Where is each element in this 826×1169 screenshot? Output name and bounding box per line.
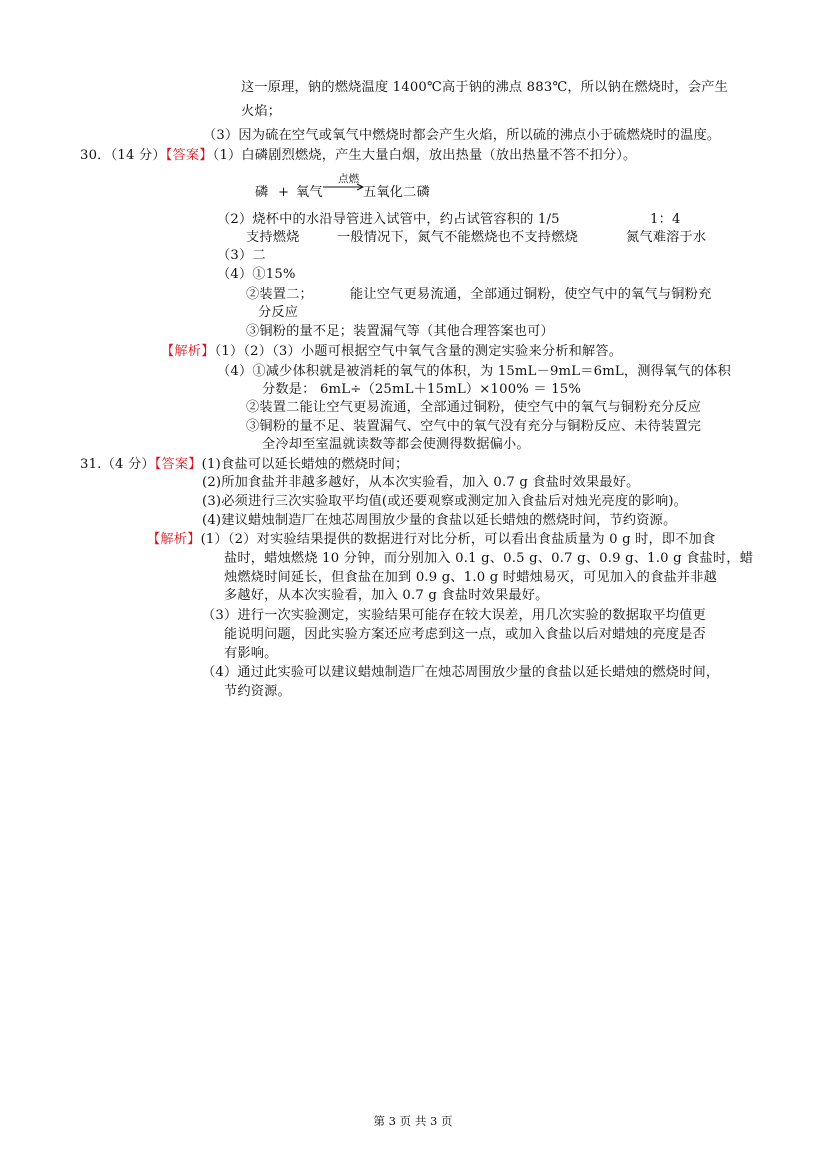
q30-header bbox=[80, 147, 636, 165]
q31-answer-tag: 【答案】 bbox=[154, 457, 202, 472]
q31-analysis-line: （4）通过此实验可以建议蜡烛制造厂在烛芯周围放少量的食盐以延长蜡烛的燃烧时间， bbox=[202, 665, 720, 680]
q31-answer-4: (4)建议蜡烛制造厂在烛芯周围放少量的食盐以延长蜡烛的燃烧时间，节约资源。 bbox=[202, 513, 677, 528]
q30-equation-arrow bbox=[323, 183, 365, 191]
q30-equation-reactant2: 氧气 bbox=[296, 185, 323, 200]
q30-equation-product: 五氧化二磷 bbox=[363, 185, 430, 200]
q30-answer-4-part: ②装置二； bbox=[246, 287, 313, 302]
q30-equation-condition: 点燃 bbox=[338, 173, 360, 185]
q31-analysis-line: 能说明问题，因此实验方案还应考虑到这一点，或加入食盐以后对蜡烛的亮度是否 bbox=[224, 627, 706, 642]
q29-text-line: 这一原理，钠的燃烧温度 1400℃高于钠的沸点 883℃，所以钠在燃烧时，会产生 bbox=[241, 80, 729, 95]
q30-answer-2: （2）烧杯中的水沿导管进入试管中，约占试管容积的 1/5 bbox=[217, 212, 560, 227]
q30-analysis-1: （1）（2）（3）小题可根据空气中氧气含量的测定实验来分析和解答。 bbox=[214, 344, 623, 359]
q31-analysis-line: 多越好，从本次实验看，加入 0.7 g 食盐时效果最好。 bbox=[224, 588, 549, 603]
page-footer: 第 3 页 共 3 页 bbox=[373, 1114, 453, 1128]
q30-analysis-tag: 【解析】 bbox=[161, 344, 215, 359]
q30-equation-reactant1: 磷 bbox=[255, 185, 269, 200]
q29-text-line: （3）因为硫在空气或氧气中燃烧时都会产生火焰，所以硫的沸点小于硫燃烧时的温度。 bbox=[203, 128, 721, 143]
q30-equation-plus: + bbox=[278, 185, 290, 200]
q31-analysis-line: 烛燃烧时间延长，但食盐在加到 0.9 g、1.0 g 时蜡烛易灭，可见加入的食盐并非越 bbox=[224, 570, 718, 585]
q31-header bbox=[80, 456, 408, 474]
q30-analysis-line: ②装置二能让空气更易流通，全部通过铜粉，使空气中的氧气与铜粉充分反应 bbox=[246, 400, 702, 415]
q30-answer-4: （4）①15% bbox=[217, 267, 296, 282]
q31-analysis bbox=[147, 531, 715, 549]
q30-analysis-line: 全冷却至室温就读数等都会使测得数据偏小。 bbox=[262, 437, 530, 452]
q31-number: 31.（4 分） bbox=[80, 457, 155, 472]
q30-number: 30．（14 分） bbox=[80, 148, 166, 163]
q31-analysis-line: 有影响。 bbox=[224, 646, 278, 661]
q30-analysis-line: 分数是： 6mL÷（25mL＋15mL）×100% ＝ 15% bbox=[262, 382, 582, 397]
q30-answer-2-part: 支持燃烧 bbox=[246, 230, 300, 245]
q30-analysis-line: （4）①减少体积就是被消耗的氧气的体积，为 15mL－9mL＝6mL，测得氧气的体积 bbox=[217, 364, 731, 379]
q30-answer-1: （1）白磷剧烈燃烧，产生大量白烟，放出热量（放出热量不答不扣分）。 bbox=[212, 148, 637, 163]
q31-answer-1: (1)食盐可以延长蜡烛的燃烧时间； bbox=[201, 457, 409, 472]
q30-answer-2-ratio: 1：4 bbox=[650, 212, 681, 227]
q31-answer-2: (2)所加食盐并非越多越好，从本次实验看，加入 0.7 g 食盐时效果最好。 bbox=[202, 475, 640, 490]
q31-analysis-line: 节约资源。 bbox=[224, 684, 291, 699]
q30-analysis-line: ③铜粉的量不足、装置漏气、空气中的氧气没有充分与铜粉反应、未待装置完 bbox=[246, 419, 702, 434]
q30-answer-4-part: ③铜粉的量不足；装置漏气等（其他合理答案也可） bbox=[246, 324, 554, 339]
q31-analysis-tag: 【解析】 bbox=[147, 532, 201, 547]
q31-answer-3: (3)必须进行三次实验取平均值(或还要观察或测定加入食盐后对烛光亮度的影响)。 bbox=[202, 494, 688, 509]
q30-answer-4-part: 能让空气更易流通，全部通过铜粉，使空气中的氧气与铜粉充 bbox=[350, 287, 712, 302]
q30-answer-2-part: 一般情况下，氮气不能燃烧也不支持燃烧 bbox=[337, 230, 578, 245]
q30-answer-2-part: 氮气难溶于水 bbox=[626, 230, 707, 245]
q29-text-line: 火焰； bbox=[241, 104, 282, 119]
q31-analysis-line: 盐时，蜡烛燃烧 10 分钟，而分别加入 0.1 g、0.5 g、0.7 g、0.9 g、1.0 g 食盐时，蜡 bbox=[224, 551, 754, 566]
q31-analysis-line: （3）进行一次实验测定，实验结果可能存在较大误差，用几次实验的数据取平均值更 bbox=[202, 608, 706, 623]
q30-answer-3: （3）二 bbox=[217, 248, 266, 263]
q30-analysis bbox=[161, 343, 622, 361]
q30-answer-tag: 【答案】 bbox=[165, 148, 213, 163]
q31-analysis-1: (1）（2）对实验结果提供的数据进行对比分析，可以看出食盐质量为 0 g 时，即不加食 bbox=[200, 532, 716, 547]
q30-answer-4-part: 分反应 bbox=[258, 305, 299, 320]
